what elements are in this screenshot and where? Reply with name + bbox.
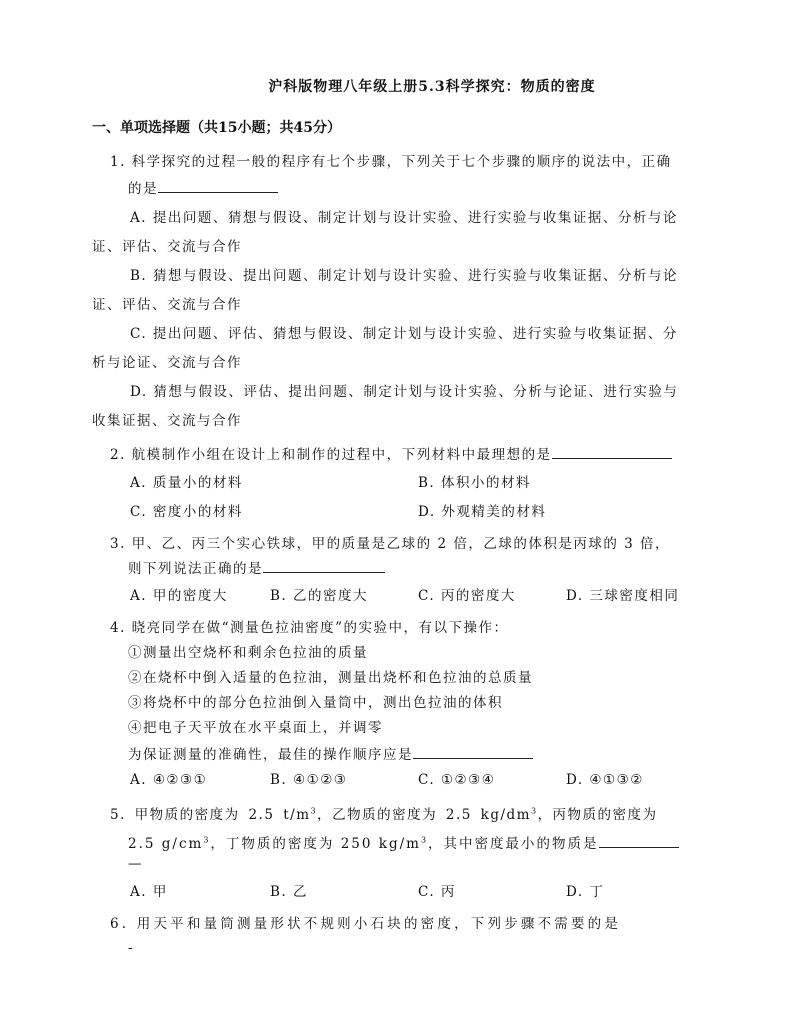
q1-option-b-line1: B. 猜想与假设、提出问题、制定计划与设计实验、进行实验与收集证据、分析与论 bbox=[130, 268, 679, 284]
q2-option-a[interactable]: A. 质量小的材料 bbox=[130, 475, 243, 491]
answer-blank[interactable] bbox=[158, 178, 278, 193]
q6-stem: 6. 用天平和量筒测量形状不规则小石块的密度，下列步骤不需要的是 bbox=[110, 916, 622, 932]
q5-option-a[interactable]: A. 甲 bbox=[130, 884, 168, 900]
page-title: 沪科版物理八年级上册5.3科学探究：物质的密度 bbox=[268, 79, 596, 95]
q5-option-d[interactable]: D. 丁 bbox=[566, 884, 605, 900]
answer-blank[interactable] bbox=[599, 833, 679, 848]
q4-step-1: ①测量出空烧杯和剩余色拉油的质量 bbox=[128, 645, 368, 661]
q5-stem-line2: 2.5 $g/cm^3$，丁物质的密度为 250 $kg/m^3$，其中密度最小的物质是 bbox=[128, 832, 679, 852]
q1-stem-line2: 的是 bbox=[128, 177, 278, 197]
q1-option-a-line2: 证、评估、交流与合作 bbox=[92, 239, 242, 255]
q6-stem-tail: - bbox=[128, 940, 135, 956]
q3-option-a[interactable]: A. 甲的密度大 bbox=[130, 588, 228, 604]
q3-option-d[interactable]: D. 三球密度相同 bbox=[566, 588, 680, 604]
q2-option-b[interactable]: B. 体积小的材料 bbox=[418, 475, 532, 491]
q1-stem-line1: 1. 科学探究的过程一般的程序有七个步骤，下列关于七个步骤的顺序的说法中，正确 bbox=[110, 154, 672, 170]
q4-ask: 为保证测量的准确性，最佳的操作顺序应是 bbox=[128, 743, 533, 763]
q2-option-d[interactable]: D. 外观精美的材料 bbox=[418, 504, 547, 520]
section-heading: 一、单项选择题（共15小题；共45分） bbox=[92, 120, 341, 136]
q1-option-a-line1: A. 提出问题、猜想与假设、制定计划与设计实验、进行实验与收集证据、分析与论 bbox=[130, 210, 678, 226]
q1-option-c-line2: 析与论证、交流与合作 bbox=[92, 355, 242, 371]
q3-stem-line2: 则下列说法正确的是 bbox=[128, 557, 385, 577]
q1-option-d-line2: 收集证据、交流与合作 bbox=[92, 413, 242, 429]
answer-blank[interactable] bbox=[263, 558, 385, 573]
q2-option-c[interactable]: C. 密度小的材料 bbox=[130, 504, 243, 520]
q4-option-c[interactable]: C. ①②③④ bbox=[418, 772, 496, 788]
q1-option-c-line1: C. 提出问题、评估、猜想与假设、制定计划与设计实验、进行实验与收集证据、分 bbox=[130, 326, 678, 342]
q4-step-4: ④把电子天平放在水平桌面上，并调零 bbox=[128, 720, 383, 736]
q3-option-c[interactable]: C. 丙的密度大 bbox=[418, 588, 516, 604]
q3-stem-line1: 3. 甲、乙、丙三个实心铁球，甲的质量是乙球的 2 倍，乙球的体积是丙球的 3 倍， bbox=[110, 536, 671, 552]
q3-option-b[interactable]: B. 乙的密度大 bbox=[270, 588, 369, 604]
q4-stem: 4. 晓亮同学在做“测量色拉油密度”的实验中，有以下操作： bbox=[110, 620, 509, 636]
q2-stem: 2. 航模制作小组在设计上和制作的过程中，下列材料中最理想的是 bbox=[110, 443, 672, 463]
q5-stem-tail: — bbox=[128, 856, 143, 872]
q5-stem-line1: 5. 甲物质的密度为 2.5 $t/m^3$，乙物质的密度为 2.5 $kg/dm^3$，丙物质的密度为 bbox=[110, 806, 658, 823]
q1-option-d-line1: D. 猜想与假设、评估、提出问题、制定计划与设计实验、分析与论证、进行实验与 bbox=[130, 384, 679, 400]
q4-option-d[interactable]: D. ④①③② bbox=[566, 772, 644, 788]
q5-option-b[interactable]: B. 乙 bbox=[270, 884, 309, 900]
q4-option-b[interactable]: B. ④①②③ bbox=[270, 772, 348, 788]
answer-blank[interactable] bbox=[413, 744, 533, 759]
q5-option-c[interactable]: C. 丙 bbox=[418, 884, 456, 900]
answer-blank[interactable] bbox=[552, 444, 672, 459]
q4-step-2: ②在烧杯中倒入适量的色拉油，测量出烧杯和色拉油的总质量 bbox=[128, 670, 533, 686]
q4-step-3: ③将烧杯中的部分色拉油倒入量筒中，测出色拉油的体积 bbox=[128, 695, 503, 711]
q1-option-b-line2: 证、评估、交流与合作 bbox=[92, 297, 242, 313]
q4-option-a[interactable]: A. ④②③① bbox=[130, 772, 208, 788]
